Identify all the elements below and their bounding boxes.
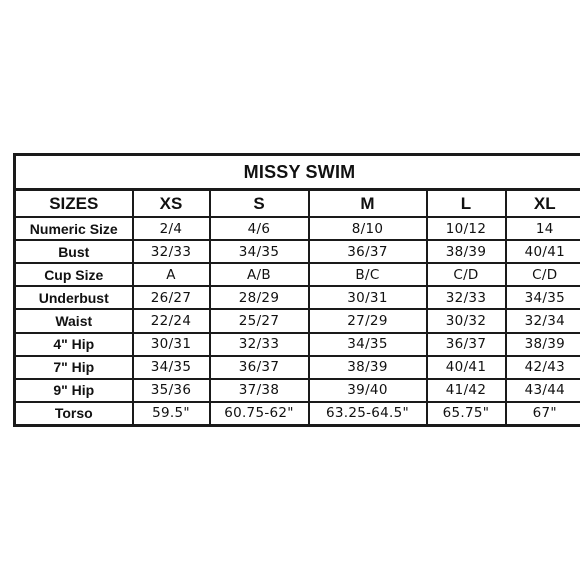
table-cell: 27/29	[309, 309, 427, 332]
table-cell: 22/24	[133, 309, 210, 332]
row-label: 9" Hip	[15, 379, 133, 402]
table-cell: A/B	[210, 263, 309, 286]
row-label: 4" Hip	[15, 333, 133, 356]
table-cell: 34/35	[210, 240, 309, 263]
table-cell: 60.75-62"	[210, 402, 309, 426]
size-table	[13, 153, 580, 427]
column-header-xs: XS	[133, 190, 210, 218]
table-cell: 36/37	[309, 240, 427, 263]
table-cell: 38/39	[506, 333, 580, 356]
table-cell: 14	[506, 217, 580, 240]
table-cell: 34/35	[133, 356, 210, 379]
table-cell: 32/33	[133, 240, 210, 263]
table-cell: 67"	[506, 402, 580, 426]
table-cell: 34/35	[506, 286, 580, 309]
table-cell: B/C	[309, 263, 427, 286]
table-cell: 43/44	[506, 379, 580, 402]
table-cell: 2/4	[133, 217, 210, 240]
table-cell: 39/40	[309, 379, 427, 402]
table-row	[15, 240, 580, 263]
row-label: Torso	[15, 402, 133, 426]
table-cell: C/D	[427, 263, 506, 286]
table-cell: 30/31	[309, 286, 427, 309]
table-cell: 38/39	[427, 240, 506, 263]
row-label: Cup Size	[15, 263, 133, 286]
column-header-xl: XL	[506, 190, 580, 218]
table-cell: 8/10	[309, 217, 427, 240]
table-cell: 63.25-64.5"	[309, 402, 427, 426]
table-title: MISSY SWIM	[15, 155, 580, 190]
table-cell: 40/41	[506, 240, 580, 263]
table-cell: 32/33	[210, 333, 309, 356]
header-row	[15, 190, 580, 218]
table-cell: 65.75"	[427, 402, 506, 426]
table-cell: 30/31	[133, 333, 210, 356]
table-cell: 32/33	[427, 286, 506, 309]
table-row	[15, 379, 580, 402]
table-row	[15, 286, 580, 309]
table-cell: 37/38	[210, 379, 309, 402]
table-row	[15, 356, 580, 379]
table-row	[15, 333, 580, 356]
table-cell: 41/42	[427, 379, 506, 402]
table-row	[15, 217, 580, 240]
table-cell: C/D	[506, 263, 580, 286]
row-label: Underbust	[15, 286, 133, 309]
table-cell: 34/35	[309, 333, 427, 356]
table-cell: 30/32	[427, 309, 506, 332]
row-label: Waist	[15, 309, 133, 332]
table-cell: 26/27	[133, 286, 210, 309]
row-label: 7" Hip	[15, 356, 133, 379]
row-label: Bust	[15, 240, 133, 263]
table-cell: 59.5"	[133, 402, 210, 426]
table-cell: 35/36	[133, 379, 210, 402]
table-cell: 32/34	[506, 309, 580, 332]
table-cell: 40/41	[427, 356, 506, 379]
table-cell: 4/6	[210, 217, 309, 240]
table-cell: 25/27	[210, 309, 309, 332]
table-row	[15, 309, 580, 332]
size-chart	[13, 153, 568, 427]
table-cell: 36/37	[210, 356, 309, 379]
table-row	[15, 402, 580, 426]
sizes-header: SIZES	[15, 190, 133, 218]
row-label: Numeric Size	[15, 217, 133, 240]
column-header-m: M	[309, 190, 427, 218]
table-row	[15, 263, 580, 286]
table-cell: 28/29	[210, 286, 309, 309]
table-cell: A	[133, 263, 210, 286]
table-cell: 10/12	[427, 217, 506, 240]
table-cell: 38/39	[309, 356, 427, 379]
column-header-s: S	[210, 190, 309, 218]
table-cell: 42/43	[506, 356, 580, 379]
table-cell: 36/37	[427, 333, 506, 356]
column-header-l: L	[427, 190, 506, 218]
